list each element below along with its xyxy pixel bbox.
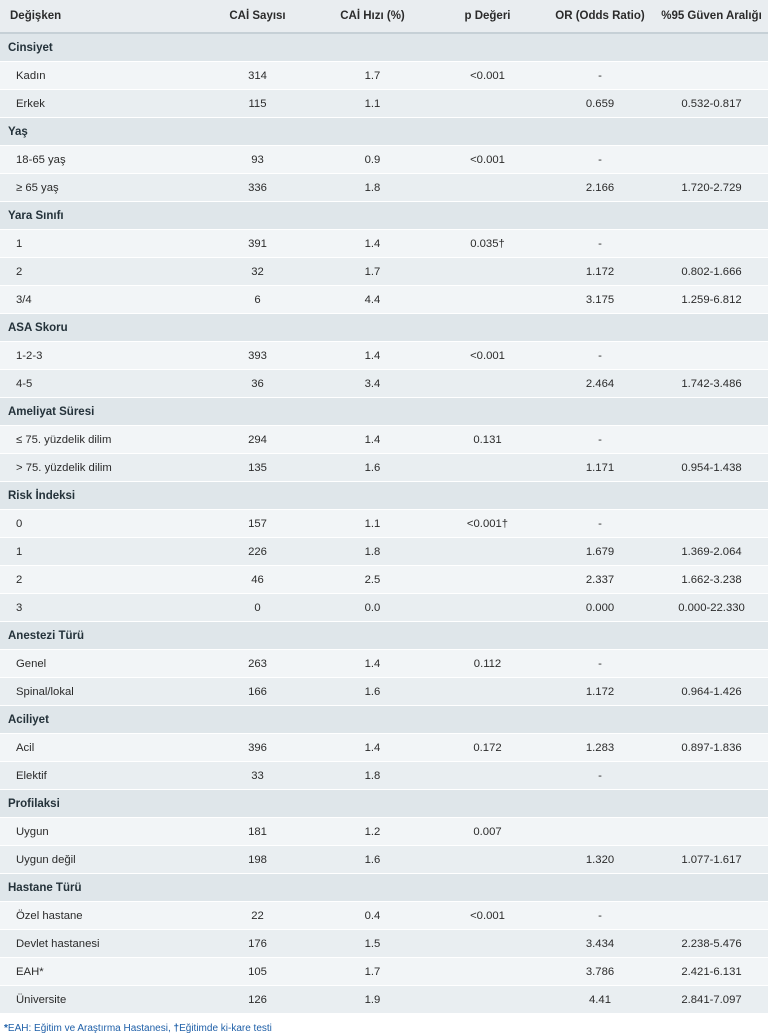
cell-odds-ratio: 1.172	[545, 678, 655, 706]
cell-pvalue: 0.172	[430, 734, 545, 762]
cell-confidence-interval	[655, 426, 768, 454]
table-row	[0, 902, 768, 930]
cell-pvalue: <0.001	[430, 342, 545, 370]
cell-count: 105	[200, 958, 315, 986]
cell-odds-ratio: -	[545, 342, 655, 370]
table-row	[0, 258, 768, 286]
table-row	[0, 594, 768, 622]
cell-confidence-interval: 1.369-2.064	[655, 538, 768, 566]
cell-pvalue	[430, 370, 545, 398]
cell-variable: 2	[0, 258, 200, 286]
cell-rate: 1.8	[315, 538, 430, 566]
table-row	[0, 566, 768, 594]
cell-variable: Özel hastane	[0, 902, 200, 930]
cell-confidence-interval: 1.662-3.238	[655, 566, 768, 594]
cell-odds-ratio: 2.337	[545, 566, 655, 594]
cell-count: 0	[200, 594, 315, 622]
group-label: ASA Skoru	[0, 314, 768, 342]
table-row	[0, 510, 768, 538]
cell-count: 226	[200, 538, 315, 566]
cell-confidence-interval: 1.077-1.617	[655, 846, 768, 874]
table-row	[0, 678, 768, 706]
table-header-row	[0, 0, 768, 33]
cell-pvalue: 0.035†	[430, 230, 545, 258]
cell-confidence-interval: 2.841-7.097	[655, 986, 768, 1014]
cell-confidence-interval	[655, 762, 768, 790]
cell-pvalue: <0.001	[430, 146, 545, 174]
cell-count: 32	[200, 258, 315, 286]
cell-count: 393	[200, 342, 315, 370]
cell-variable: > 75. yüzdelik dilim	[0, 454, 200, 482]
table-row	[0, 846, 768, 874]
cell-confidence-interval: 0.532-0.817	[655, 90, 768, 118]
cell-odds-ratio: 2.166	[545, 174, 655, 202]
cell-count: 135	[200, 454, 315, 482]
cell-variable: Genel	[0, 650, 200, 678]
column-header-odds-ratio: OR (Odds Ratio)	[545, 0, 655, 33]
cell-rate: 3.4	[315, 370, 430, 398]
cell-rate: 1.7	[315, 258, 430, 286]
cell-rate: 1.1	[315, 510, 430, 538]
column-header-confidence-interval: %95 Güven Aralığı	[655, 0, 768, 33]
cell-variable: EAH*	[0, 958, 200, 986]
footnote-marker-dagger: †	[173, 1023, 180, 1034]
cell-pvalue: 0.007	[430, 818, 545, 846]
cell-pvalue	[430, 762, 545, 790]
cell-count: 314	[200, 62, 315, 90]
table-body	[0, 33, 768, 1014]
cell-pvalue	[430, 90, 545, 118]
table-row	[0, 650, 768, 678]
cell-count: 115	[200, 90, 315, 118]
cell-pvalue: 0.131	[430, 426, 545, 454]
cell-variable: Elektif	[0, 762, 200, 790]
cell-pvalue	[430, 174, 545, 202]
cell-odds-ratio: -	[545, 230, 655, 258]
group-label: Profilaksi	[0, 790, 768, 818]
cell-variable: 1-2-3	[0, 342, 200, 370]
table-row	[0, 286, 768, 314]
cell-count: 336	[200, 174, 315, 202]
table-group-row	[0, 622, 768, 650]
cell-count: 176	[200, 930, 315, 958]
table-row	[0, 762, 768, 790]
cell-rate: 1.4	[315, 230, 430, 258]
cell-odds-ratio: 3.175	[545, 286, 655, 314]
cell-odds-ratio: 2.464	[545, 370, 655, 398]
column-header-count: CAİ Sayısı	[200, 0, 315, 33]
cell-odds-ratio: 0.659	[545, 90, 655, 118]
table-row	[0, 930, 768, 958]
table-row	[0, 986, 768, 1014]
cell-rate: 1.6	[315, 846, 430, 874]
cell-pvalue	[430, 986, 545, 1014]
cell-confidence-interval	[655, 818, 768, 846]
cell-odds-ratio: 1.172	[545, 258, 655, 286]
column-header-rate: CAİ Hızı (%)	[315, 0, 430, 33]
cell-confidence-interval	[655, 146, 768, 174]
cell-confidence-interval: 1.742-3.486	[655, 370, 768, 398]
cell-rate: 0.0	[315, 594, 430, 622]
cell-pvalue	[430, 286, 545, 314]
cell-odds-ratio: 3.786	[545, 958, 655, 986]
cell-rate: 1.1	[315, 90, 430, 118]
table-group-row	[0, 33, 768, 62]
cell-variable: 3	[0, 594, 200, 622]
cell-count: 93	[200, 146, 315, 174]
cell-rate: 1.8	[315, 762, 430, 790]
cell-confidence-interval: 1.259-6.812	[655, 286, 768, 314]
cell-pvalue	[430, 566, 545, 594]
table-group-row	[0, 314, 768, 342]
column-header-variable: Değişken	[0, 0, 200, 33]
table-footnote	[0, 1014, 768, 1035]
cell-odds-ratio: 1.171	[545, 454, 655, 482]
table-row	[0, 426, 768, 454]
cell-pvalue	[430, 594, 545, 622]
cell-variable: Acil	[0, 734, 200, 762]
cell-pvalue: <0.001	[430, 902, 545, 930]
cell-count: 391	[200, 230, 315, 258]
cell-rate: 1.4	[315, 342, 430, 370]
table-row	[0, 818, 768, 846]
group-label: Anestezi Türü	[0, 622, 768, 650]
group-label: Risk İndeksi	[0, 482, 768, 510]
table-group-row	[0, 706, 768, 734]
cell-odds-ratio: -	[545, 510, 655, 538]
cell-rate: 0.9	[315, 146, 430, 174]
cell-count: 126	[200, 986, 315, 1014]
cell-rate: 1.4	[315, 650, 430, 678]
cell-odds-ratio: 1.320	[545, 846, 655, 874]
cell-count: 22	[200, 902, 315, 930]
cell-pvalue: 0.112	[430, 650, 545, 678]
cell-variable: Spinal/lokal	[0, 678, 200, 706]
cell-rate: 4.4	[315, 286, 430, 314]
table-row	[0, 370, 768, 398]
cell-pvalue	[430, 538, 545, 566]
table-group-row	[0, 118, 768, 146]
cell-rate: 1.5	[315, 930, 430, 958]
cell-count: 166	[200, 678, 315, 706]
cell-odds-ratio: 1.283	[545, 734, 655, 762]
table-row	[0, 342, 768, 370]
table-row	[0, 90, 768, 118]
cell-confidence-interval	[655, 62, 768, 90]
cell-confidence-interval: 0.964-1.426	[655, 678, 768, 706]
cell-odds-ratio: 3.434	[545, 930, 655, 958]
cell-count: 46	[200, 566, 315, 594]
group-label: Yaş	[0, 118, 768, 146]
cell-odds-ratio: 1.679	[545, 538, 655, 566]
cell-rate: 1.7	[315, 62, 430, 90]
cell-variable: 4-5	[0, 370, 200, 398]
cell-confidence-interval: 2.421-6.131	[655, 958, 768, 986]
cell-confidence-interval	[655, 510, 768, 538]
cell-odds-ratio: 0.000	[545, 594, 655, 622]
table-group-row	[0, 482, 768, 510]
cell-pvalue	[430, 958, 545, 986]
cell-variable: ≥ 65 yaş	[0, 174, 200, 202]
cell-pvalue: <0.001	[430, 62, 545, 90]
cell-pvalue	[430, 930, 545, 958]
table-group-row	[0, 790, 768, 818]
cell-count: 263	[200, 650, 315, 678]
cell-rate: 1.7	[315, 958, 430, 986]
cell-pvalue	[430, 678, 545, 706]
cell-variable: Uygun değil	[0, 846, 200, 874]
table-row	[0, 174, 768, 202]
cell-odds-ratio: -	[545, 902, 655, 930]
column-header-pvalue: p Değeri	[430, 0, 545, 33]
cell-odds-ratio: -	[545, 650, 655, 678]
cell-variable: 2	[0, 566, 200, 594]
cell-rate: 1.9	[315, 986, 430, 1014]
table-row	[0, 538, 768, 566]
cell-confidence-interval: 1.720-2.729	[655, 174, 768, 202]
group-label: Yara Sınıfı	[0, 202, 768, 230]
footnote-marker-asterisk: *	[4, 1023, 8, 1034]
table-group-row	[0, 202, 768, 230]
cell-variable: 0	[0, 510, 200, 538]
cell-variable: Erkek	[0, 90, 200, 118]
cell-count: 6	[200, 286, 315, 314]
cell-confidence-interval	[655, 342, 768, 370]
cell-confidence-interval: 0.802-1.666	[655, 258, 768, 286]
cell-odds-ratio	[545, 818, 655, 846]
cell-rate: 1.6	[315, 454, 430, 482]
cell-variable: 3/4	[0, 286, 200, 314]
footnote-text-test: Eğitimde ki-kare testi	[179, 1023, 272, 1034]
cell-rate: 1.6	[315, 678, 430, 706]
cell-pvalue	[430, 258, 545, 286]
cell-rate: 1.4	[315, 426, 430, 454]
cell-pvalue	[430, 846, 545, 874]
cell-confidence-interval: 0.000-22.330	[655, 594, 768, 622]
cell-confidence-interval	[655, 650, 768, 678]
cell-odds-ratio: -	[545, 146, 655, 174]
table-header	[0, 0, 768, 33]
cell-variable: Üniversite	[0, 986, 200, 1014]
cell-count: 294	[200, 426, 315, 454]
table-row	[0, 454, 768, 482]
cell-confidence-interval: 2.238-5.476	[655, 930, 768, 958]
cell-variable: Devlet hastanesi	[0, 930, 200, 958]
group-label: Ameliyat Süresi	[0, 398, 768, 426]
cell-variable: 1	[0, 230, 200, 258]
table-group-row	[0, 398, 768, 426]
cell-variable: ≤ 75. yüzdelik dilim	[0, 426, 200, 454]
cell-count: 396	[200, 734, 315, 762]
cell-pvalue: <0.001†	[430, 510, 545, 538]
cell-odds-ratio: 4.41	[545, 986, 655, 1014]
table-row	[0, 958, 768, 986]
cell-odds-ratio: -	[545, 62, 655, 90]
cell-variable: Kadın	[0, 62, 200, 90]
cell-rate: 0.4	[315, 902, 430, 930]
cell-confidence-interval	[655, 230, 768, 258]
cell-variable: 18-65 yaş	[0, 146, 200, 174]
cell-confidence-interval	[655, 902, 768, 930]
cell-odds-ratio: -	[545, 426, 655, 454]
group-label: Cinsiyet	[0, 33, 768, 62]
group-label: Aciliyet	[0, 706, 768, 734]
cell-rate: 1.8	[315, 174, 430, 202]
table-group-row	[0, 874, 768, 902]
cell-variable: Uygun	[0, 818, 200, 846]
cell-count: 157	[200, 510, 315, 538]
cell-count: 33	[200, 762, 315, 790]
cell-rate: 1.2	[315, 818, 430, 846]
table-row	[0, 62, 768, 90]
table-row	[0, 734, 768, 762]
table-row	[0, 230, 768, 258]
cell-count: 36	[200, 370, 315, 398]
cell-rate: 2.5	[315, 566, 430, 594]
cell-count: 181	[200, 818, 315, 846]
cell-pvalue	[430, 454, 545, 482]
cell-rate: 1.4	[315, 734, 430, 762]
cell-odds-ratio: -	[545, 762, 655, 790]
cell-confidence-interval: 0.954-1.438	[655, 454, 768, 482]
footnote-text-eah: EAH: Eğitim ve Araştırma Hastanesi,	[7, 1023, 174, 1034]
cell-confidence-interval: 0.897-1.836	[655, 734, 768, 762]
cell-count: 198	[200, 846, 315, 874]
table-row	[0, 146, 768, 174]
group-label: Hastane Türü	[0, 874, 768, 902]
cell-variable: 1	[0, 538, 200, 566]
